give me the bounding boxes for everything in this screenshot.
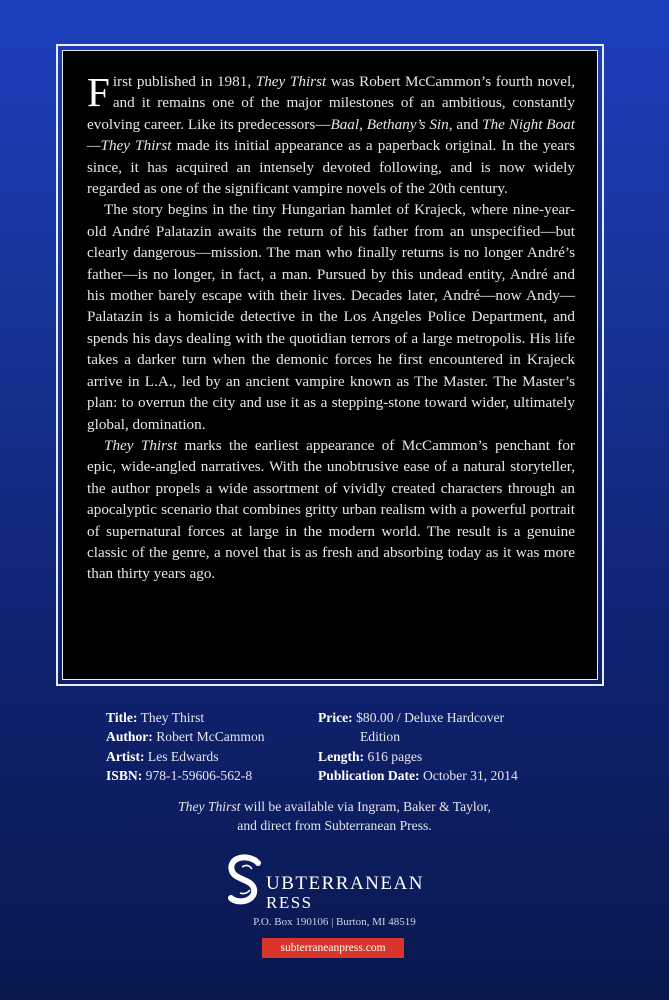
blurb-paragraph-3: They Thirst marks the earliest appearance of McCammon’s penchant for epic, wide-angled narratives. With the unobtrusive ease of a natural storyteller, the author propels a wide assortment of vividly created characters through an apocalyptic scenario that combines gritty urban realism with a powerful portrait of supernatural forces at large in the modern world. The result is a genuine classic of the genre, a novel that is as fresh and absorbing today as it was more than thirty years ago. <box>87 436 575 583</box>
blurb-panel <box>62 50 598 680</box>
detail-price: Price: $80.00 / Deluxe Hardcover <box>318 710 505 725</box>
website-link[interactable]: subterraneanpress.com <box>262 938 404 958</box>
blurb-paragraph-1: First published in 1981, They Thirst was Robert McCammon’s fourth novel, and it remains one of the major milestones of an ambitious, constantly evolving career. Like its predecessors—Baal, Bethany’s Sin, and The Night Boat—They Thirst made its initial appearance as a paperback original. In the years since, it has acquired an intensely devoted following, and is now widely regarded as one of the significant vampire novels of the 20th century. <box>87 69 576 198</box>
blurb-paragraph-2: The story begins in the tiny Hungarian hamlet of Krajeck, where nine-year-old André Palatazin awaits the return of his father from an unspecified—but clearly dangerous—mission. The man who finally returns is no longer André’s father—is no longer, in fact, a man. Pursued by this undead entity, André and his mother barely escape with their lives. Decades later, André—now Andy—Palatazin is a homicide detective in the Los Angeles Police Department, and spends his days dealing with the quotidian terrors of a large metropolis. His life takes a darker turn when the demonic forces he first encountered in Krajeck arrive in L.A., led by an ancient vampire known as The Master. The Master’s plan: to overrun the city and use it as a stepping-stone toward wider, ultimately global, domination. <box>87 201 575 433</box>
details-left-column <box>106 708 318 786</box>
detail-date: Publication Date: October 31, 2014 <box>318 768 518 784</box>
detail-isbn: ISBN: 978-1-59606-562-8 <box>106 768 253 784</box>
detail-title: Title: They Thirst <box>106 710 205 725</box>
details-right-column <box>318 708 566 786</box>
publisher-logo <box>222 853 452 913</box>
detail-price-cont: Edition <box>360 729 401 745</box>
detail-author: Author: Robert McCammon <box>106 729 265 745</box>
publisher-name-line1: UBTERRANEAN <box>266 873 424 894</box>
book-details <box>106 708 566 786</box>
detail-artist: Artist: Les Edwards <box>106 748 219 764</box>
detail-length: Length: 616 pages <box>318 748 423 764</box>
publisher-name-line2: RESS <box>266 893 313 912</box>
blurb-frame <box>56 44 604 686</box>
availability-note: They Thirst will be available via Ingram, Baker & Taylor, and direct from Subterranean Press. <box>178 799 491 834</box>
drop-cap: F <box>87 69 110 115</box>
publisher-s-emblem-icon <box>222 853 270 909</box>
publisher-address: P.O. Box 190106 | Burton, MI 48519 <box>253 916 416 928</box>
